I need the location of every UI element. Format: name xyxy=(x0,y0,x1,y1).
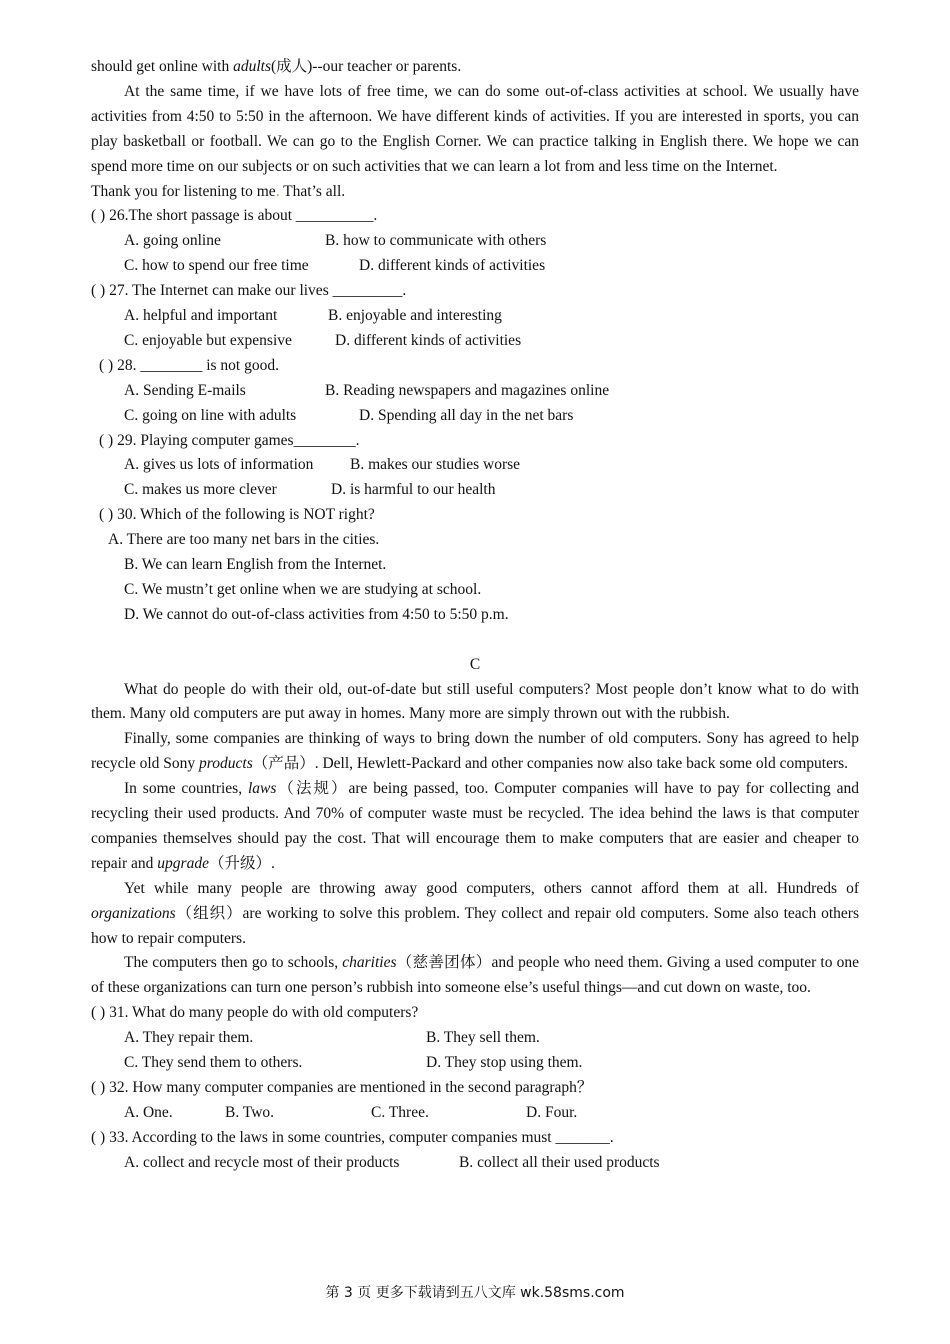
passage-c-heading: C xyxy=(469,655,481,673)
question-32-option-b: B. Two. xyxy=(225,1103,275,1121)
question-26-options-row-1 xyxy=(91,229,859,254)
passage-b-paragraph: At the same time, if we have lots of free time, we can do some out-of-class activities at school. We usually have activities from 4:50 to 5:50 in the afternoon. We have different kinds of activities. If you are interested in sports, you can play basketball or football. We can go to the English Corner. We can practice talking in English there. We hope we can spend more time on our subjects or on such activities that we can learn a lot from and less time on the Internet. xyxy=(91,82,859,175)
question-30-stem: ( ) 30. Which of the following is NOT right? xyxy=(99,506,375,524)
question-30-option-c: C. We mustn’t get online when we are studying at school. xyxy=(124,580,482,598)
passage-c-paragraph-2: Finally, some companies are thinking of ways to bring down the number of old computers. Sony has agreed to help recycle old Sony products（产品）. Dell, Hewlett-Packard and other companies now also take back some old computers. xyxy=(91,730,859,773)
question-29-option-a: A. gives us lots of information xyxy=(124,456,314,474)
question-29-option-c: C. makes us more clever xyxy=(124,481,277,499)
question-28-options-row-1 xyxy=(91,379,859,404)
question-30-option-a: A. There are too many net bars in the cities. xyxy=(108,531,380,549)
question-28-option-c: C. going on line with adults xyxy=(124,406,297,424)
question-26-stem: ( ) 26.The short passage is about __________. xyxy=(91,207,378,225)
question-32-stem: ( ) 32. How many computer companies are mentioned in the second paragraph？ xyxy=(91,1078,593,1096)
question-27-options-row-2 xyxy=(91,329,859,354)
question-28-options-row-2 xyxy=(91,404,859,429)
question-31-options-row-2 xyxy=(91,1051,859,1076)
question-29-stem: ( ) 29. Playing computer games________. xyxy=(99,431,360,449)
question-27-option-c: C. enjoyable but expensive xyxy=(124,331,292,349)
question-27-stem: ( ) 27. The Internet can make our lives _________. xyxy=(91,282,407,300)
question-29-options-row-2 xyxy=(91,478,859,503)
question-32-option-a: A. One. xyxy=(124,1103,173,1121)
question-28-stem: ( ) 28. ________ is not good. xyxy=(99,356,279,374)
question-27-option-a: A. helpful and important xyxy=(124,307,278,325)
question-29-options-row-1 xyxy=(91,453,859,478)
question-28-option-a: A. Sending E-mails xyxy=(124,381,246,399)
question-31-option-a: A. They repair them. xyxy=(124,1029,254,1047)
question-33-option-b: B. collect all their used products xyxy=(459,1153,660,1171)
question-28-option-d: D. Spending all day in the net bars xyxy=(359,406,574,424)
passage-b-first-line: should get online with adults(成人)--our teacher or parents. xyxy=(91,58,462,75)
question-26-options-row-2 xyxy=(91,254,859,279)
question-28-option-b: B. Reading newspapers and magazines online xyxy=(325,381,610,399)
question-26-option-b: B. how to communicate with others xyxy=(325,232,547,250)
question-31-option-b: B. They sell them. xyxy=(426,1029,540,1047)
passage-c-paragraph-5: The computers then go to schools, charities（慈善团体）and people who need them. Giving a used computer to one of these organizations can turn one person’s rubbish into someone else’s useful things—and cut down on waste, too. xyxy=(91,954,859,997)
question-31-stem: ( ) 31. What do many people do with old computers? xyxy=(91,1004,419,1022)
question-30-option-b: B. We can learn English from the Internet. xyxy=(124,556,387,573)
question-32-options-row xyxy=(91,1101,859,1126)
question-33-options-row-1 xyxy=(91,1151,859,1176)
question-29-option-b: B. makes our studies worse xyxy=(350,456,521,474)
question-31-option-d: D. They stop using them. xyxy=(426,1054,583,1072)
question-26-option-a: A. going online xyxy=(124,232,221,250)
question-27-option-d: D. different kinds of activities xyxy=(335,331,522,349)
question-29-option-d: D. is harmful to our health xyxy=(331,481,496,499)
question-27-options-row-1 xyxy=(91,304,859,329)
question-33-option-a: A. collect and recycle most of their products xyxy=(124,1153,400,1171)
question-30-option-d: D. We cannot do out-of-class activities from 4:50 to 5:50 p.m. xyxy=(124,605,509,623)
passage-c-paragraph-3: In some countries, laws（法规）are being passed, too. Computer companies will have to pay for collecting and recycling their used products. And 70% of computer waste must be recycled. The idea behind the laws is that computer companies themselves should pay the cost. That will encourage them to make computers that are easier and cheaper to repair and upgrade（升级）. xyxy=(91,780,859,872)
page-footer: 第 3 页 更多下载请到五八文库 wk.58sms.com xyxy=(325,1285,625,1301)
question-31-option-c: C. They send them to others. xyxy=(124,1054,303,1072)
passage-c-paragraph-4: Yet while many people are throwing away good computers, others cannot afford them at all. Hundreds of organizations（组织）are working to solve this problem. They collect and repair old computers. Some also teach others how to repair computers. xyxy=(91,879,859,947)
question-32-option-d: D. Four. xyxy=(526,1103,578,1121)
question-27-option-b: B. enjoyable and interesting xyxy=(328,307,502,325)
question-31-options-row-1 xyxy=(91,1026,859,1051)
question-26-option-d: D. different kinds of activities xyxy=(359,257,546,275)
question-33-stem: ( ) 33. According to the laws in some countries, computer companies must _______. xyxy=(91,1128,614,1146)
passage-b-closing: Thank you for listening to me. That’s all. xyxy=(91,182,346,200)
passage-c-paragraph-1: What do people do with their old, out-of-date but still useful computers? Most people don’t know what to do with them. Many old computers are put away in homes. Many more are simply thrown out with the rubbish. xyxy=(91,680,859,723)
document-page xyxy=(91,55,859,1176)
question-32-option-c: C. Three. xyxy=(371,1103,429,1121)
question-26-option-c: C. how to spend our free time xyxy=(124,257,309,275)
